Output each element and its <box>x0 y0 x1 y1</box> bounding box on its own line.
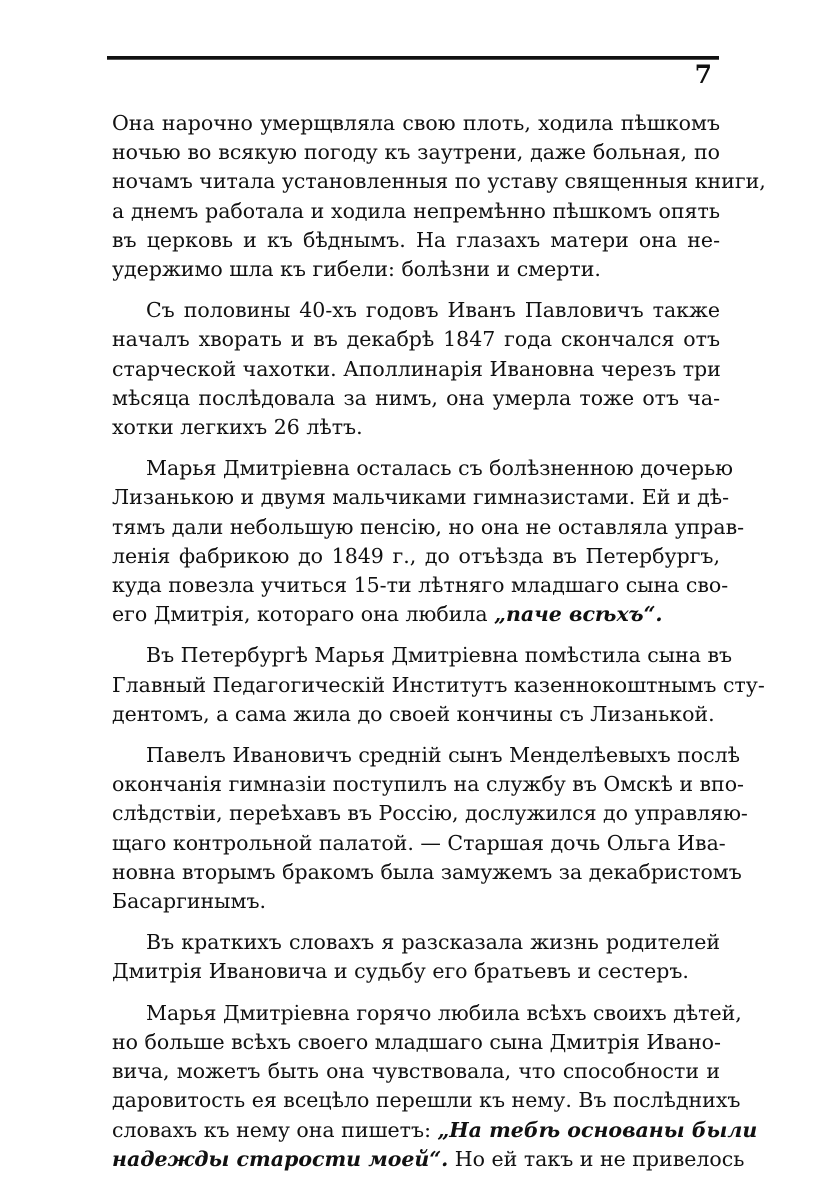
text-segment: Но ей такъ и не привелось <box>454 1146 745 1171</box>
text-line: ночамъ читала установленныя по уставу священныя книги, <box>112 169 766 194</box>
text-line <box>112 600 720 629</box>
text-segment: его Дмитрія, котораго она любила <box>112 602 488 627</box>
text-line: Въ Петербургѣ Марья Дмитріевна помѣстила сына въ <box>146 643 733 668</box>
text-line: Павелъ Ивановичъ средній сынъ Менделѣевыхъ послѣ <box>146 743 740 768</box>
text-line: Лизанькою и двумя мальчиками гимназистами. Ей и дѣ- <box>112 485 730 510</box>
text-line: вича, можетъ быть она чувствовала, что способности и <box>112 1059 720 1084</box>
text-segment: словахъ къ нему она пишетъ: <box>112 1117 431 1142</box>
paragraph-4 <box>112 641 765 729</box>
text-line: но больше всѣхъ своего младшаго сына Дмитрія Ивано- <box>112 1029 721 1054</box>
text-line: а днемъ работала и ходила непремѣнно пѣшкомъ опять <box>112 198 720 223</box>
text-line: тямъ дали небольшую пенсію, но она не оставляла управ- <box>112 514 745 539</box>
italic-quote: „На тебѣ основаны были <box>437 1117 758 1142</box>
text-line: мѣсяца послѣдовала за нимъ, она умерла тоже отъ ча- <box>112 385 720 410</box>
paragraph-1 <box>112 109 766 284</box>
text-line: началъ хворать и въ декабрѣ 1847 года скончался отъ <box>112 327 720 352</box>
text-line: Она нарочно умерщвляла свою плоть, ходила пѣшкомъ <box>112 111 720 135</box>
paragraph-5 <box>112 741 748 916</box>
header-rule <box>107 56 719 59</box>
paragraph-7 <box>112 999 758 1174</box>
text-line: Главный Педагогическій Институтъ казеннокоштнымъ сту- <box>112 672 765 697</box>
text-line: слѣдствіи, переѣхавъ въ Россію, дослужился до управляю- <box>112 801 748 826</box>
paragraph-2 <box>112 296 720 442</box>
text-line: удержимо шла къ гибели: болѣзни и смерти. <box>112 257 601 282</box>
body-text <box>112 109 766 1174</box>
text-line <box>112 1116 758 1145</box>
text-line: Дмитрія Ивановича и судьбу его братьевъ и сестеръ. <box>112 959 689 984</box>
text-line: окончанія гимназіи поступилъ на службу въ Омскѣ и впо- <box>112 772 744 797</box>
paragraph-3 <box>112 454 745 629</box>
text-line: Съ половины 40-хъ годовъ Иванъ Павловичъ также <box>146 298 720 323</box>
italic-quote: „паче всѣхъ“. <box>494 602 663 627</box>
text-line: Марья Дмитріевна осталась съ болѣзненною дочерью <box>146 456 734 481</box>
text-line: хотки легкихъ 26 лѣтъ. <box>112 415 363 440</box>
text-line: Басаргинымъ. <box>112 889 267 914</box>
text-line: ленія фабрикою до 1849 г., до отъѣзда въ Петербургъ, <box>112 543 720 568</box>
text-line: дентомъ, а сама жила до своей кончины съ Лизанькой. <box>112 701 715 726</box>
text-line: старческой чахотки. Аполлинарія Ивановна черезъ три <box>112 356 721 381</box>
text-line: новна вторымъ бракомъ была замужемъ за декабристомъ <box>112 859 742 884</box>
text-line: щаго контрольной палатой. — Старшая дочь Ольга Ива- <box>112 830 726 855</box>
text-line <box>112 1145 745 1174</box>
text-line: въ церковь и къ бѣднымъ. На глазахъ матери она не- <box>112 227 720 252</box>
text-line: Марья Дмитріевна горячо любила всѣхъ своихъ дѣтей, <box>146 1000 742 1025</box>
text-line: куда повезла учиться 15-ти лѣтняго младшаго сына сво- <box>112 573 729 598</box>
text-line: Въ краткихъ словахъ я разсказала жизнь родителей <box>146 930 720 955</box>
italic-quote: надежды старости моей“. <box>112 1146 449 1171</box>
text-line: даровитость ея всецѣло перешли къ нему. Въ послѣднихъ <box>112 1088 741 1113</box>
text-line: ночью во всякую погоду къ заутрени, даже больная, по <box>112 140 720 165</box>
page-number: 7 <box>694 60 712 89</box>
paragraph-6 <box>112 928 720 986</box>
